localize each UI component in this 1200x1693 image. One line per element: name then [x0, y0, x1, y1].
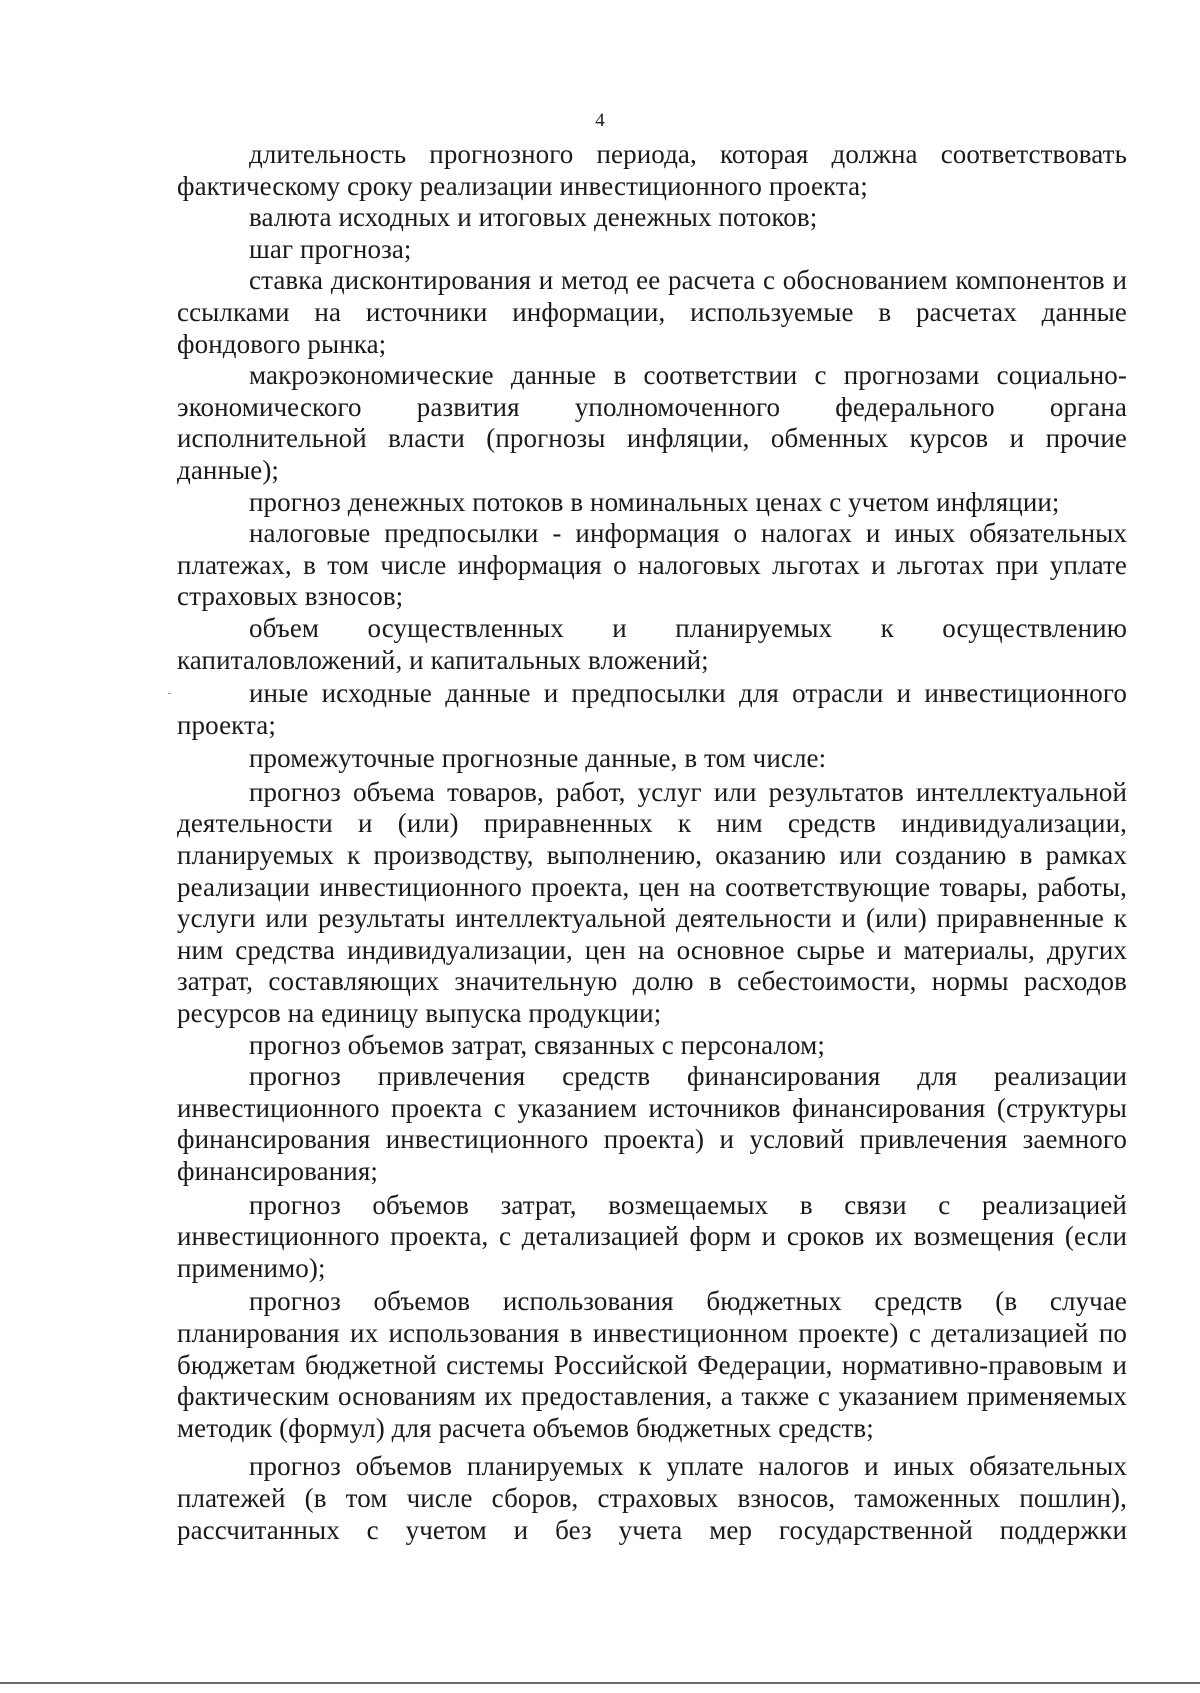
paragraph-intermediate-data: промежуточные прогнозные данные, в том числе:	[249, 743, 827, 774]
paragraph-personnel-costs: прогноз объемов затрат, связанных с персоналом;	[249, 1029, 825, 1060]
paragraph-volume-forecast: прогноз объема товаров, работ, услуг или результатов интеллектуальной деятельности и (или) приравненных к ним средств индивидуализации, планируемых к производству, выполнению, оказанию или созданию в рамках реализации инвестиционного проекта, цен на соответствующие товары, работы, услуги или результаты интеллектуальной деятельности и (или) приравненные к ним средства индивидуализации, цен на основное сырье и материалы, других затрат, составляющих значительную долю в себестоимости, нормы расходов ресурсов на единицу выпуска продукции;	[177, 776, 1127, 1029]
paragraph-macroeconomic-data: макроэкономические данные в соответствии с прогнозами социально-экономического развития уполномоченного федерального органа исполнительной власти (прогнозы инфляции, обменных курсов и прочие данные);	[177, 360, 1127, 485]
margin-mark	[168, 693, 171, 694]
page-number: 4	[595, 110, 605, 131]
paragraph-cash-flow-forecast: прогноз денежных потоков в номинальных ценах с учетом инфляции;	[249, 486, 1060, 517]
paragraph-discount-rate: ставка дисконтирования и метод ее расчета с обоснованием компонентов и ссылками на источники информации, используемые в расчетах данные фондового рынка;	[177, 265, 1127, 359]
paragraph-financing-forecast: прогноз привлечения средств финансирования для реализации инвестиционного проекта с указанием источников финансирования (структуры финансирования инвестиционного проекта) и условий привлечения заемного финансирования;	[177, 1061, 1127, 1186]
paragraph-tax-assumptions: налоговые предпосылки - информация о налогах и иных обязательных платежах, в том числе информация о налоговых льготах и льготах при уплате страховых взносов;	[177, 518, 1127, 612]
paragraph-capital-investments: объем осуществленных и планируемых к осуществлению капиталовложений, и капитальных вложений;	[177, 612, 1127, 675]
paragraph-forecast-step: шаг прогноза;	[249, 233, 412, 264]
paragraph-currency: валюта исходных и итоговых денежных потоков;	[249, 202, 818, 233]
paragraph-tax-payments: прогноз объемов планируемых к уплате налогов и иных обязательных платежей (в том числе сборов, страховых взносов, таможенных пошлин), рассчитанных с учетом и без учета мер государственной поддержки	[177, 1451, 1127, 1545]
paragraph-other-inputs: иные исходные данные и предпосылки для отрасли и инвестиционного проекта;	[177, 678, 1127, 740]
bottom-scan-edge	[0, 1682, 1200, 1684]
paragraph-forecast-period: длительность прогнозного периода, которая должна соответствовать фактическому сроку реализации инвестиционного проекта;	[177, 139, 1127, 201]
document-body	[177, 139, 1127, 1546]
paragraph-budget-funds: прогноз объемов использования бюджетных средств (в случае планирования их использования в инвестиционном проекте) с детализацией по бюджетам бюджетной системы Российской Федерации, нормативно-правовым и фактическим основаниям их предоставления, а также с указанием применяемых методик (формул) для расчета объемов бюджетных средств;	[177, 1286, 1127, 1443]
paragraph-reimbursed-costs: прогноз объемов затрат, возмещаемых в связи с реализацией инвестиционного проекта, с детализацией форм и сроков их возмещения (если применимо);	[177, 1189, 1127, 1283]
